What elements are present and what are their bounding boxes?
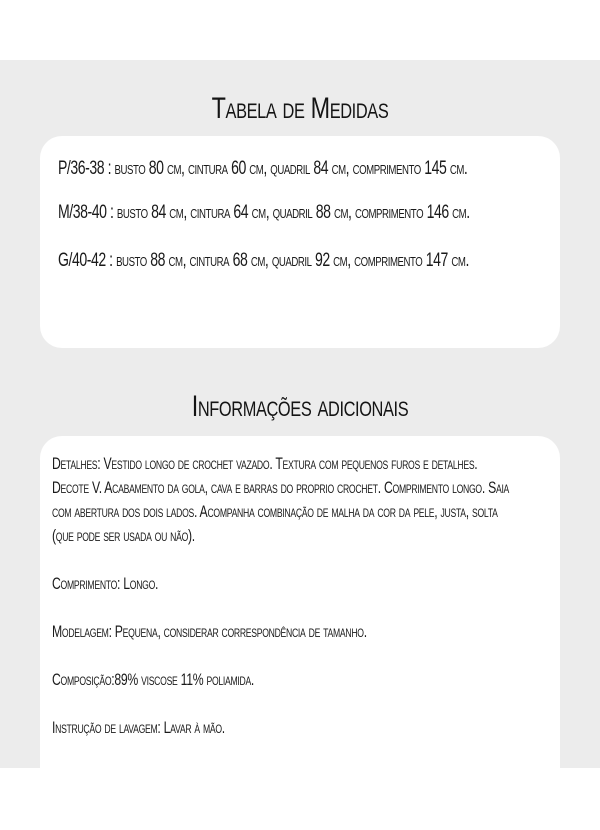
washing-text: Lavar à mão. [160, 718, 225, 737]
fit-label: Modelagem: [52, 622, 112, 641]
size-row [58, 202, 472, 224]
product-info-panel [0, 60, 600, 768]
fit-text: Pequena, considerar correspondência de tamanho. [111, 622, 367, 641]
details-paragraph [52, 452, 513, 548]
size-label: P/36-38 [58, 158, 105, 179]
washing-paragraph [52, 716, 513, 740]
size-label: G/40-42 [58, 250, 106, 271]
size-separator: : [104, 158, 115, 179]
details-text: Vestido longo de crochet vazado. Textura com pequenos furos e detalhes. Decote V. Acabamento da gola, cava e barras do proprio crochet. Comprimento longo. Saia com abertura dos dois lados. Acompanha combinação de malha da cor da pele, justa, solta (que pode ser usada ou não). [52, 454, 510, 545]
size-separator: : [106, 202, 117, 223]
size-measurements: busto 80 cm, cintura 60 cm, quadril 84 cm, comprimento 145 cm. [114, 158, 468, 179]
size-measurements: busto 84 cm, cintura 64 cm, quadril 88 cm, comprimento 146 cm. [116, 202, 470, 223]
additional-info-title: Informações adicionais [191, 390, 409, 423]
composition-text: 89% viscose 11% poliamida. [114, 670, 255, 689]
size-label: M/38-40 [58, 202, 107, 223]
washing-label: Instrução de lavagem: [52, 718, 161, 737]
composition-paragraph [52, 668, 513, 692]
size-separator: : [105, 250, 117, 271]
length-paragraph [52, 572, 513, 596]
additional-info-card [40, 436, 560, 768]
size-table-card [40, 136, 560, 348]
size-measurements: busto 88 cm, cintura 68 cm, quadril 92 cm, comprimento 147 cm. [116, 250, 469, 271]
size-row [58, 250, 472, 272]
length-label: Comprimento: [52, 574, 121, 593]
size-table-title: Tabela de Medidas [211, 92, 389, 125]
composition-label: Composição: [52, 670, 115, 689]
size-row [58, 158, 472, 180]
fit-paragraph [52, 620, 513, 644]
length-text: Longo. [120, 574, 159, 593]
additional-info-text [52, 452, 513, 764]
details-label: Detalhes: [52, 454, 101, 473]
